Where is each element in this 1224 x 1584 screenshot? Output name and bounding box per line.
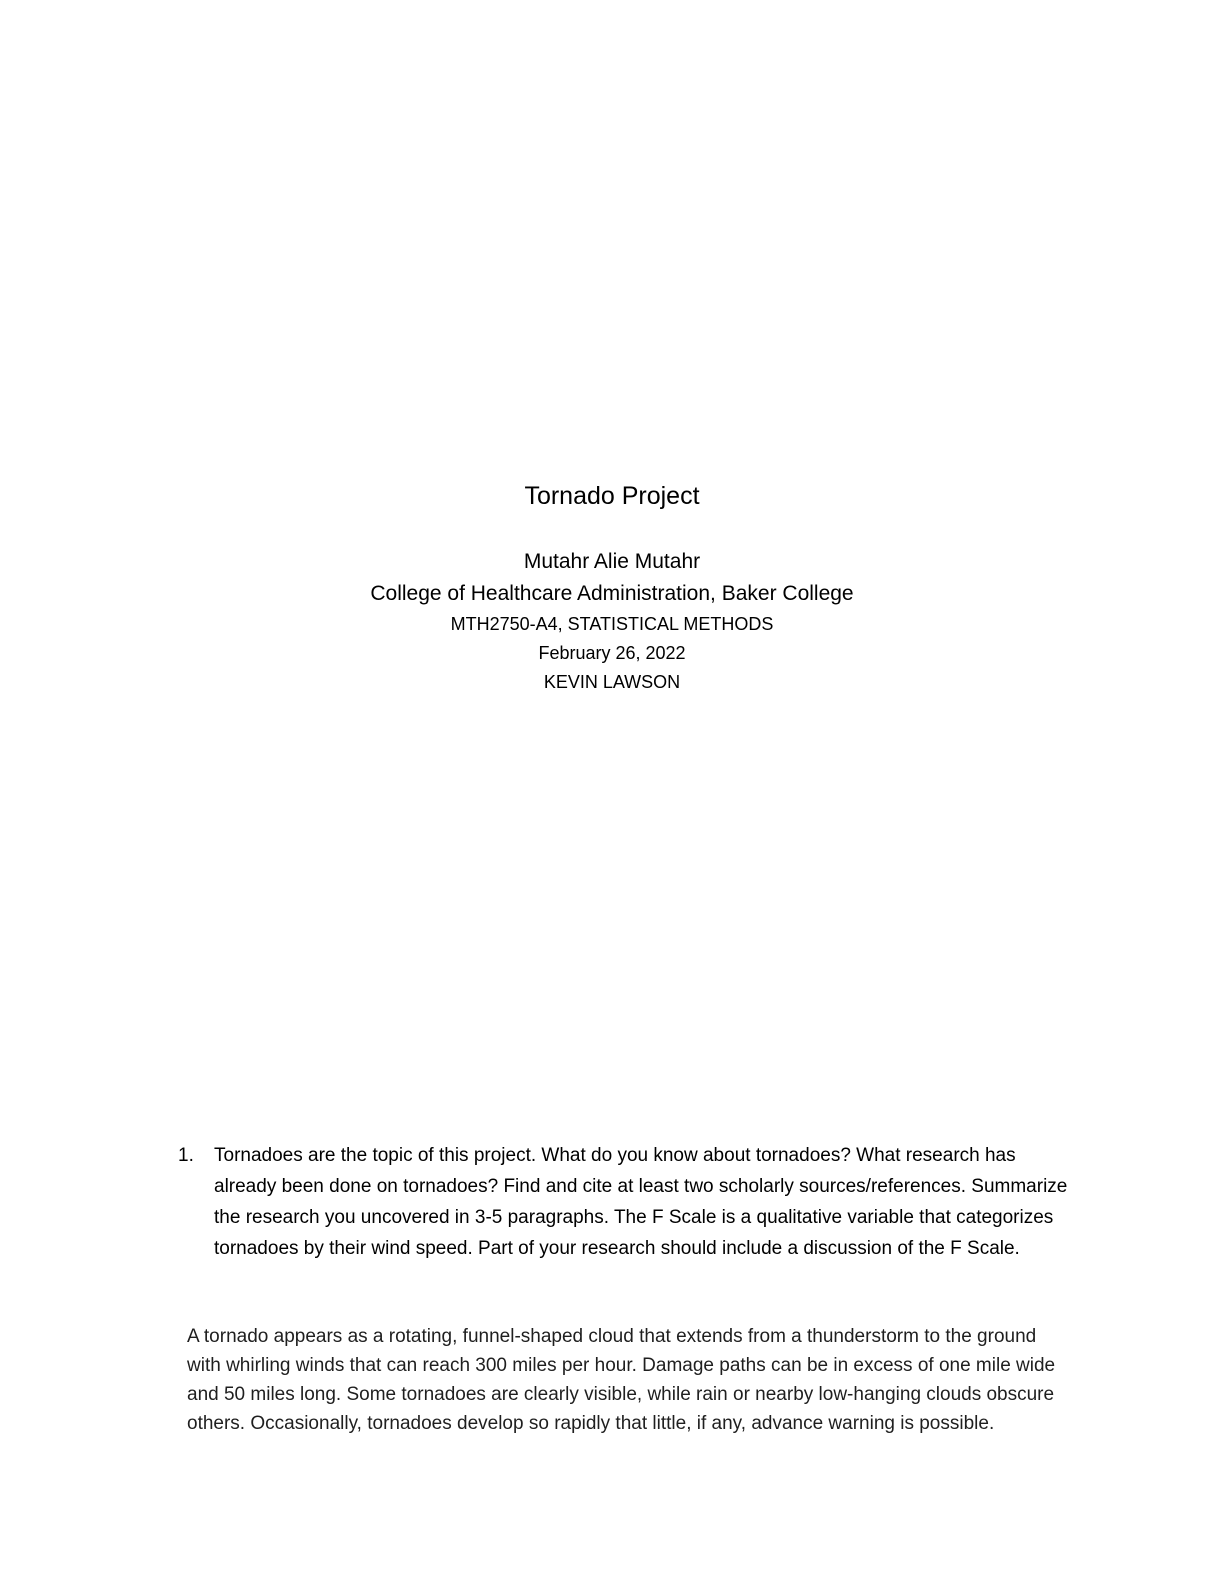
- instructor-name: KEVIN LAWSON: [543, 672, 681, 692]
- question-number: 1.: [178, 1145, 194, 1166]
- question-item: [178, 1140, 1072, 1264]
- title-page-block: [0, 478, 1224, 697]
- author-name: Mutahr Alie Mutahr: [523, 550, 701, 573]
- question-list: [178, 1140, 1072, 1264]
- document-date: February 26, 2022: [538, 643, 686, 663]
- course-name: MTH2750-A4, STATISTICAL METHODS: [450, 614, 774, 634]
- question-text: Tornadoes are the topic of this project. What do you know about tornadoes? What research has already been done on tornadoes? Find and cite at least two scholarly sources/references. Summarize the research you uncovered in 3-5 paragraphs. The F Scale is a qualitative variable that categorizes tornadoes by their wind speed. Part of your research should include a discussion of the F Scale.: [214, 1145, 1068, 1259]
- document-title: Tornado Project: [524, 482, 700, 510]
- answer-paragraph: A tornado appears as a rotating, funnel-shaped cloud that extends from a thunderstorm to the ground with whirling winds that can reach 300 miles per hour. Damage paths can be in excess of one mile wide and 50 miles long. Some tornadoes are clearly visible, while rain or nearby low-hanging clouds obscure others. Occasionally, tornadoes develop so rapidly that little, if any, advance warning is possible.: [187, 1326, 1056, 1434]
- institution: College of Healthcare Administration, Baker College: [370, 582, 854, 605]
